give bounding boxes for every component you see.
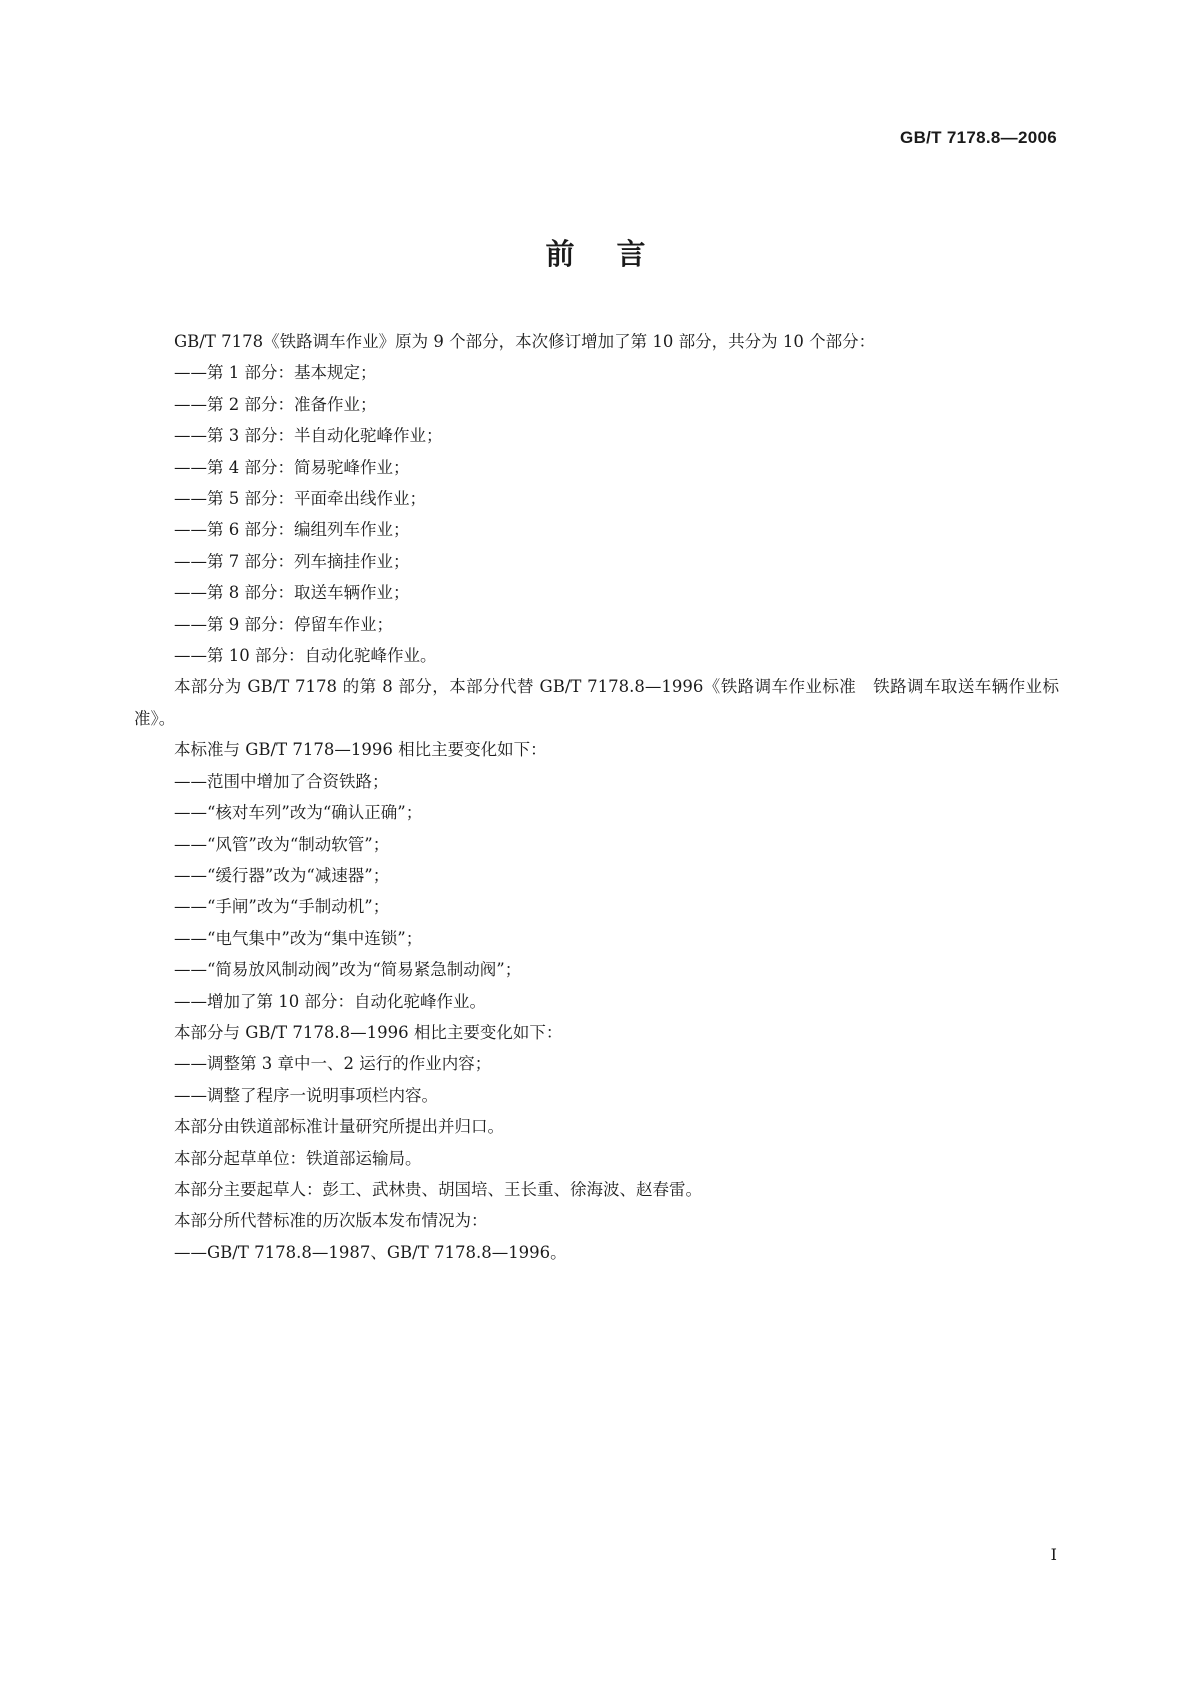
part-changes-heading: 本部分与 GB/T 7178.8—1996 相比主要变化如下： — [174, 1022, 563, 1042]
standard-change-item: ——“电气集中”改为“集中连锁”； — [174, 928, 423, 948]
history-item: ——GB/T 7178.8—1987、GB/T 7178.8—1996。 — [174, 1242, 567, 1262]
part-list-item: ——第 1 部分：基本规定； — [174, 363, 377, 383]
standard-change-item: ——增加了第 10 部分：自动化驼峰作业。 — [174, 991, 486, 1011]
part-list-item: ——第 7 部分：列车摘挂作业； — [174, 551, 410, 571]
part-change-item: ——调整第 3 章中一、2 运行的作业内容； — [174, 1054, 492, 1074]
part-list-item: ——第 10 部分：自动化驼峰作业。 — [174, 646, 437, 666]
standard-change-item: ——范围中增加了合资铁路； — [174, 771, 389, 791]
standard-change-item: ——“缓行器”改为“减速器”； — [174, 865, 390, 885]
part-change-item: ——调整了程序一说明事项栏内容。 — [174, 1085, 438, 1105]
standard-change-item: ——“核对车列”改为“确认正确”； — [174, 803, 423, 823]
standard-changes-heading: 本标准与 GB/T 7178—1996 相比主要变化如下： — [174, 740, 547, 760]
part-list-item: ——第 8 部分：取送车辆作业； — [174, 583, 410, 603]
part-list-item: ——第 5 部分：平面牵出线作业； — [174, 489, 426, 509]
standard-number: GB/T 7178.8—2006 — [900, 128, 1057, 147]
foreword-body — [134, 326, 1059, 1268]
part-list-item: ——第 3 部分：半自动化驼峰作业； — [174, 426, 443, 446]
replacement-paragraph: 本部分为 GB/T 7178 的第 8 部分，本部分代替 GB/T 7178.8—1996《铁路调车作业标准 铁路调车取送车辆作业标准》。 — [134, 677, 1059, 728]
part-list-item: ——第 4 部分：简易驼峰作业； — [174, 457, 410, 477]
page-title: 前言 — [545, 237, 688, 271]
page-number: I — [1050, 1545, 1057, 1564]
standard-change-item: ——“手闸”改为“手制动机”； — [174, 897, 390, 917]
part-list-item: ——第 2 部分：准备作业； — [174, 394, 377, 414]
history-heading: 本部分所代替标准的历次版本发布情况为： — [174, 1211, 488, 1231]
drafting-unit-paragraph: 本部分起草单位：铁道部运输局。 — [174, 1148, 422, 1168]
part-list-item: ——第 9 部分：停留车作业； — [174, 614, 393, 634]
standard-change-item: ——“风管”改为“制动软管”； — [174, 834, 390, 854]
drafters-paragraph: 本部分主要起草人：彭工、武林贵、胡国培、王长重、徐海波、赵春雷。 — [174, 1179, 702, 1199]
part-list-item: ——第 6 部分：编组列车作业； — [174, 520, 410, 540]
intro-paragraph: GB/T 7178《铁路调车作业》原为 9 个部分，本次修订增加了第 10 部分，共分为 10 个部分： — [174, 332, 876, 351]
standard-change-item: ——“简易放风制动阀”改为“简易紧急制动阀”； — [174, 960, 522, 980]
proposer-paragraph: 本部分由铁道部标准计量研究所提出并归口。 — [174, 1117, 504, 1137]
